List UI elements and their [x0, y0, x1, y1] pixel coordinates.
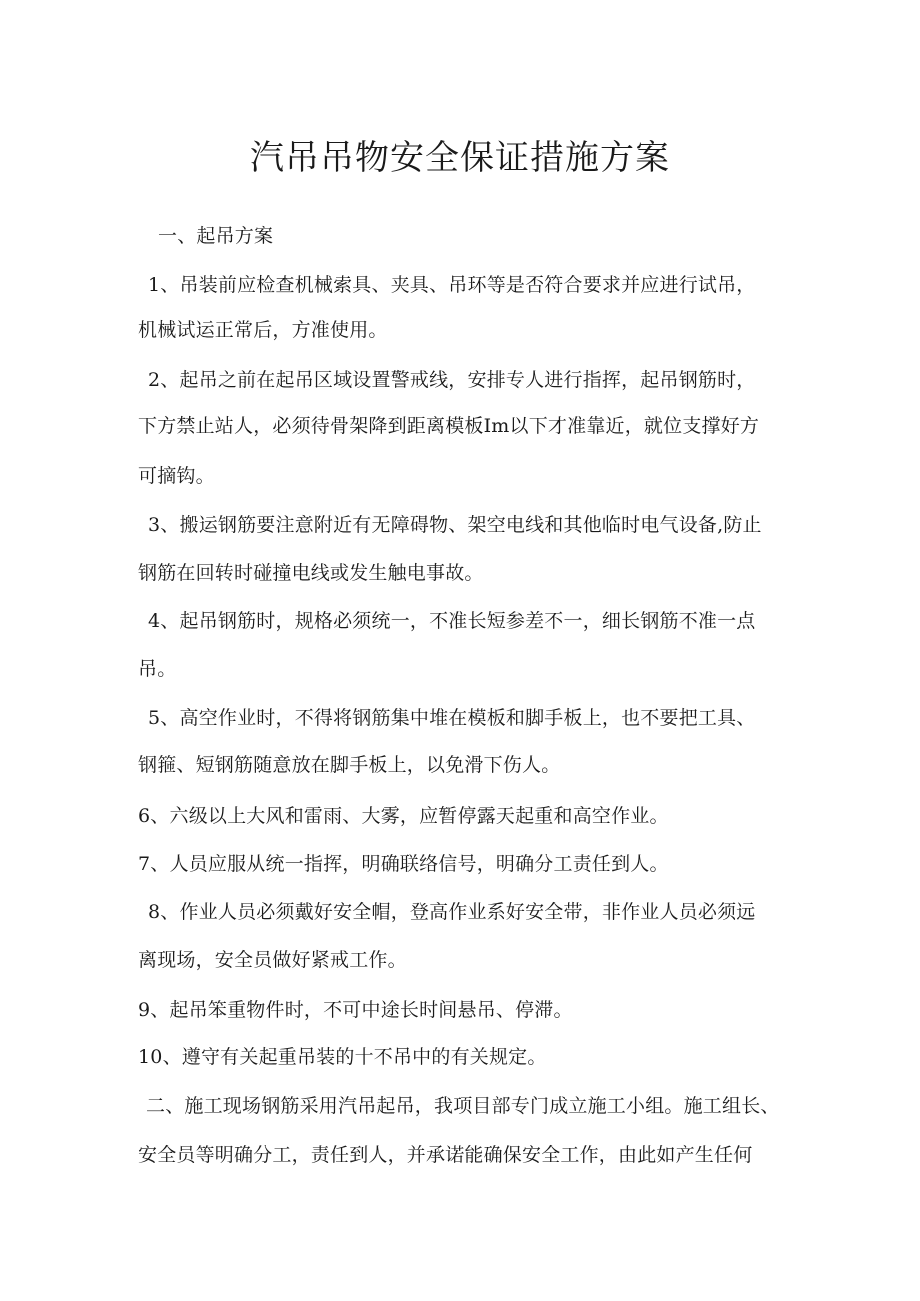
item-3-line-2: 钢筋在回转时碰撞电线或发生触电事故。: [138, 562, 484, 584]
item-1-line-2: 机械试运正常后，方准使用。: [138, 319, 388, 341]
item-10: 10、遵守有关起重吊装的十不吊中的有关规定。: [138, 1046, 547, 1068]
item-5-line-1: 5、高空作业时，不得将钢筋集中堆在模板和脚手板上，也不要把工具、: [148, 707, 756, 729]
document-title: 汽吊吊物安全保证措施方案: [250, 138, 670, 178]
item-2-line-1: 2、起吊之前在起吊区域设置警戒线，安排专人进行指挥，起吊钢筋时，: [148, 369, 756, 391]
item-9: 9、起吊笨重物件时，不可中途长时间悬吊、停滞。: [138, 999, 573, 1021]
item-6: 6、六级以上大风和雷雨、大雾，应暂停露天起重和高空作业。: [138, 805, 669, 827]
item-8-line-1: 8、作业人员必须戴好安全帽，登高作业系好安全带，非作业人员必须远: [148, 901, 756, 923]
item-3-line-1: 3、搬运钢筋要注意附近有无障碍物、架空电线和其他临时电气设备,防止: [148, 514, 762, 536]
item-7: 7、人员应服从统一指挥，明确联络信号，明确分工责任到人。: [138, 853, 669, 875]
item-2-line-3: 可摘钩。: [138, 465, 215, 487]
section-2-line-1: 二、施工现场钢筋采用汽吊起吊，我项目部专门成立施工小组。施工组长、: [146, 1095, 780, 1117]
item-8-line-2: 离现场，安全员做好紧戒工作。: [138, 949, 407, 971]
item-1-line-1: 1、吊装前应检查机械索具、夹具、吊环等是否符合要求并应进行试吊，: [148, 274, 756, 296]
item-5-line-2: 钢箍、短钢筋随意放在脚手板上，以免滑下伤人。: [138, 754, 561, 776]
section-2-line-2: 安全员等明确分工，责任到人，并承诺能确保安全工作，由此如产生任何: [138, 1144, 753, 1166]
item-4-line-2: 吊。: [138, 658, 177, 680]
item-2-line-2: 下方禁止站人，必须待骨架降到距离模板Im以下才准靠近，就位支撑好方: [138, 415, 760, 437]
section-heading-lifting-plan: 一、起吊方案: [158, 225, 274, 247]
item-4-line-1: 4、起吊钢筋时，规格必须统一，不准长短参差不一，细长钢筋不准一点: [148, 610, 756, 632]
